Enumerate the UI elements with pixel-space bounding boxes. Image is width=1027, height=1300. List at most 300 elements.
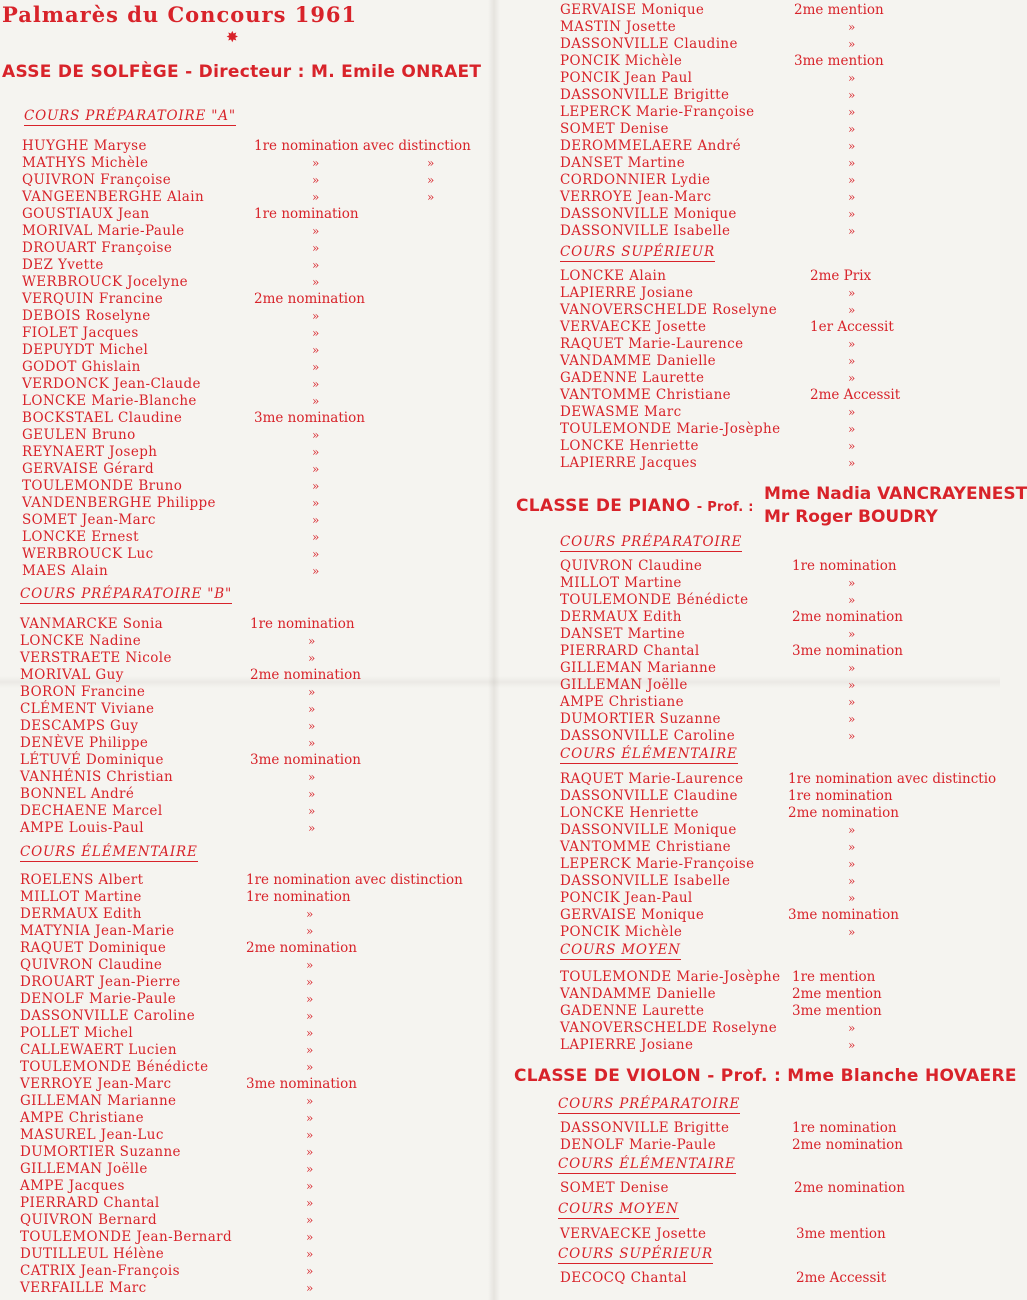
award-label: 2me nomination: [254, 291, 365, 307]
student-name: DESCAMPS Guy: [20, 718, 139, 734]
result-row: [22, 495, 482, 512]
award-label: »: [848, 286, 856, 300]
result-row: [20, 940, 480, 957]
student-name: RAQUET Marie-Laurence: [560, 336, 744, 352]
award-label: »: [312, 564, 320, 578]
student-name: DUTILLEUL Hélène: [20, 1246, 165, 1262]
award-label: »: [848, 122, 856, 136]
result-row: [560, 822, 1000, 839]
result-row: [22, 529, 482, 546]
result-row: [22, 308, 482, 325]
result-row: [560, 319, 1000, 336]
student-name: VANGEENBERGHE Alain: [22, 189, 205, 205]
award-label: »: [308, 821, 316, 835]
award-label: »: [306, 1111, 314, 1125]
award-label: »: [312, 326, 320, 340]
result-row: [560, 1180, 1000, 1197]
award-label: »: [848, 354, 856, 368]
result-row: [560, 728, 1000, 745]
result-row: [560, 421, 1000, 438]
section-title: COURS PRÉPARATOIRE "B": [20, 586, 233, 602]
student-name: VERROYE Jean-Marc: [20, 1076, 172, 1092]
student-name: DASSONVILLE Caroline: [20, 1008, 196, 1024]
violon-preparatoire-list: [560, 1120, 1000, 1154]
award-label: 2me nomination: [792, 609, 903, 625]
student-name: VANTOMME Christiane: [560, 839, 732, 855]
award-label: »: [306, 1162, 314, 1176]
result-row: [20, 1161, 480, 1178]
result-row: [560, 302, 1000, 319]
result-row: [20, 1076, 480, 1093]
award-label: 3me nomination: [250, 752, 361, 768]
student-name: DEBOIS Roselyne: [22, 308, 151, 324]
result-row: [560, 592, 1000, 609]
result-row: [22, 172, 482, 189]
result-row: [22, 512, 482, 529]
student-name: TOULEMONDE Bruno: [22, 478, 183, 494]
result-row: [20, 786, 480, 803]
award-label: 1er Accessit: [810, 319, 894, 335]
result-row: [22, 155, 482, 172]
student-name: CATRIX Jean-François: [20, 1263, 180, 1279]
result-row: [20, 1025, 480, 1042]
solfege-class-heading: [2, 62, 481, 82]
result-row: [20, 1127, 480, 1144]
award-label: »: [848, 190, 856, 204]
result-row: [560, 121, 1000, 138]
result-row: [22, 291, 482, 308]
award-label: »: [308, 685, 316, 699]
award-label: »: [312, 360, 320, 374]
award-label: »: [848, 207, 856, 221]
student-name: VERDONCK Jean-Claude: [22, 376, 201, 392]
result-row: [560, 873, 1000, 890]
result-row: [560, 285, 1000, 302]
result-row: [560, 138, 1000, 155]
result-row: [22, 546, 482, 563]
result-row: [20, 769, 480, 786]
student-name: HUYGHE Maryse: [22, 138, 147, 154]
award-label: »: [848, 712, 856, 726]
award-label: »: [306, 1026, 314, 1040]
award-label: »: [848, 678, 856, 692]
award-label: »: [848, 874, 856, 888]
student-name: DASSONVILLE Brigitte: [560, 1120, 730, 1136]
student-name: MORIVAL Marie-Paule: [22, 223, 185, 239]
result-row: [560, 1003, 1000, 1020]
student-name: LONCKE Marie-Blanche: [22, 393, 197, 409]
award-label: »: [312, 530, 320, 544]
award-label: 3me mention: [796, 1226, 886, 1242]
student-name: SOMET Jean-Marc: [22, 512, 156, 528]
award-label: 1re nomination avec distinctio: [788, 771, 997, 787]
result-row: [560, 1226, 1000, 1243]
result-row: [22, 206, 482, 223]
award-label: 3me nomination: [788, 907, 899, 923]
student-name: MAES Alain: [22, 563, 109, 579]
result-row: [560, 924, 1000, 941]
student-name: PONCIK Jean-Paul: [560, 890, 693, 906]
award-label: »: [848, 891, 856, 905]
student-name: GODOT Ghislain: [22, 359, 141, 375]
award-label: »: [848, 1021, 856, 1035]
award-label: 2me nomination: [246, 940, 357, 956]
student-name: LONCKE Henriette: [560, 438, 699, 454]
award-label: »: [312, 173, 320, 187]
student-name: DEZ Yvette: [22, 257, 104, 273]
student-name: DERMAUX Edith: [560, 609, 682, 625]
result-row: [560, 969, 1000, 986]
student-name: DUMORTIER Suzanne: [560, 711, 721, 727]
award-label: »: [306, 1196, 314, 1210]
result-row: [560, 87, 1000, 104]
result-row: [22, 257, 482, 274]
award-label: »: [848, 37, 856, 51]
student-name: LAPIERRE Jacques: [560, 455, 698, 471]
result-row: [20, 701, 480, 718]
award-label: »: [848, 857, 856, 871]
award-label: 1re nomination: [792, 558, 897, 574]
result-row: [560, 839, 1000, 856]
result-row: [20, 1263, 480, 1280]
result-row: [560, 856, 1000, 873]
result-row: [560, 1120, 1000, 1137]
student-name: VERVAECKE Josette: [560, 1226, 707, 1242]
section-title: COURS MOYEN: [560, 942, 681, 958]
student-name: DANSET Martine: [560, 155, 686, 171]
student-name: QUIVRON Claudine: [20, 957, 163, 973]
result-row: [20, 889, 480, 906]
student-name: WERBROUCK Luc: [22, 546, 154, 562]
star-ornament-icon: ✸: [226, 28, 239, 46]
award-label: »: [306, 1060, 314, 1074]
award-label: »: [306, 1145, 314, 1159]
student-name: GADENNE Laurette: [560, 370, 705, 386]
student-name: VANHÉNIS Christian: [20, 769, 174, 785]
result-row: [20, 1042, 480, 1059]
piano-elementaire-list: [560, 771, 1000, 941]
award-label: 2me mention: [794, 2, 884, 18]
award-label: »: [848, 71, 856, 85]
award-label: »: [306, 1230, 314, 1244]
award-label: »: [312, 479, 320, 493]
result-row: [20, 923, 480, 940]
result-row: [20, 633, 480, 650]
student-name: DENÈVE Philippe: [20, 735, 149, 751]
award-label: »: [312, 428, 320, 442]
result-row: [560, 370, 1000, 387]
solfege-moyen-continued-list: [560, 2, 1000, 240]
award-label: »: [308, 787, 316, 801]
student-name: BORON Francine: [20, 684, 146, 700]
student-name: DECHAENE Marcel: [20, 803, 163, 819]
student-name: DASSONVILLE Monique: [560, 822, 737, 838]
result-row: [560, 677, 1000, 694]
award-label: »: [306, 1009, 314, 1023]
student-name: AMPE Christiane: [20, 1110, 144, 1126]
award-label: »: [848, 729, 856, 743]
student-name: LONCKE Henriette: [560, 805, 699, 821]
student-name: VANOVERSCHELDE Roselyne: [560, 1020, 778, 1036]
result-row: [560, 711, 1000, 728]
award-label: »: [308, 634, 316, 648]
award-label: »: [848, 105, 856, 119]
award-label: 3me mention: [792, 1003, 882, 1019]
result-row: [22, 240, 482, 257]
award-label: 2me nomination: [794, 1180, 905, 1196]
award-label: »: [848, 422, 856, 436]
result-row: [22, 223, 482, 240]
student-name: DASSONVILLE Isabelle: [560, 223, 731, 239]
result-row: [560, 788, 1000, 805]
student-name: GILLEMAN Joëlle: [20, 1161, 148, 1177]
award-label: »: [306, 958, 314, 972]
student-name: GILLEMAN Marianne: [560, 660, 717, 676]
result-row: [22, 376, 482, 393]
award-label: »: [848, 661, 856, 675]
solfege-superieur-list: [560, 268, 1000, 472]
award-label: »: [848, 593, 856, 607]
award-label: 1re nomination avec distinction: [246, 872, 463, 888]
student-name: DASSONVILLE Claudine: [560, 36, 738, 52]
student-name: VANDENBERGHE Philippe: [22, 495, 216, 511]
student-name: DENOLF Marie-Paule: [20, 991, 177, 1007]
student-name: VERQUIN Francine: [22, 291, 164, 307]
piano-prof-2: Mr Roger BOUDRY: [764, 507, 938, 527]
result-row: [20, 667, 480, 684]
result-row: [22, 393, 482, 410]
result-row: [22, 427, 482, 444]
student-name: VERROYE Jean-Marc: [560, 189, 712, 205]
award-label: »: [312, 462, 320, 476]
result-row: [20, 650, 480, 667]
solfege-elementaire-list: [20, 872, 480, 1297]
award-label: »: [308, 736, 316, 750]
award-label: »: [848, 156, 856, 170]
result-row: [20, 1246, 480, 1263]
result-row: [20, 616, 480, 633]
student-name: POLLET Michel: [20, 1025, 134, 1041]
student-name: PONCIK Jean Paul: [560, 70, 693, 86]
award-label: »: [848, 303, 856, 317]
result-row: [22, 325, 482, 342]
award-label: 2me nomination: [792, 1137, 903, 1153]
student-name: DROUART Jean-Pierre: [20, 974, 181, 990]
award-label: »: [308, 719, 316, 733]
student-name: MASUREL Jean-Luc: [20, 1127, 164, 1143]
result-row: [560, 353, 1000, 370]
award-label: 1re nomination: [250, 616, 355, 632]
award-label: »: [308, 651, 316, 665]
student-name: QUIVRON Françoise: [22, 172, 172, 188]
result-row: [560, 609, 1000, 626]
award-label: 1re nomination: [792, 1120, 897, 1136]
result-row: [560, 2, 1000, 19]
student-name: AMPE Christiane: [560, 694, 684, 710]
student-name: DASSONVILLE Monique: [560, 206, 737, 222]
award-label: »: [848, 925, 856, 939]
section-title: COURS ÉLÉMENTAIRE: [558, 1156, 736, 1172]
result-row: [20, 684, 480, 701]
student-name: DASSONVILLE Brigitte: [560, 87, 730, 103]
result-row: [560, 907, 1000, 924]
student-name: MATHYS Michèle: [22, 155, 149, 171]
result-row: [20, 1212, 480, 1229]
violon-elementaire-list: [560, 1180, 1000, 1197]
award-label: »: [848, 627, 856, 641]
result-row: [20, 906, 480, 923]
student-name: DROUART Françoise: [22, 240, 173, 256]
student-name: GADENNE Laurette: [560, 1003, 705, 1019]
result-row: [22, 563, 482, 580]
award-label: »: [312, 156, 320, 170]
award-label: »: [848, 88, 856, 102]
award-label: »: [848, 840, 856, 854]
student-name: LONCKE Nadine: [20, 633, 142, 649]
student-name: VANMARCKE Sonia: [20, 616, 164, 632]
violon-heading: CLASSE DE VIOLON: [514, 1066, 702, 1086]
award-label: 1re nomination avec distinction: [254, 138, 471, 154]
award-label: »: [312, 275, 320, 289]
award-label: 2me nomination: [788, 805, 899, 821]
result-row: [22, 274, 482, 291]
award-label: »: [312, 547, 320, 561]
student-name: LONCKE Ernest: [22, 529, 139, 545]
award-label: »: [308, 702, 316, 716]
result-row: [560, 694, 1000, 711]
student-name: GERVAISE Gérard: [22, 461, 155, 477]
award-label: »: [848, 337, 856, 351]
student-name: LEPERCK Marie-Françoise: [560, 856, 755, 872]
award-label: 2me mention: [792, 986, 882, 1002]
violon-class-heading: [514, 1066, 1017, 1086]
violon-moyen-list: [560, 1226, 1000, 1243]
result-row: [560, 771, 1000, 788]
award-label: »: [306, 1179, 314, 1193]
award-label: »: [848, 576, 856, 590]
award-label: »: [848, 456, 856, 470]
result-row: [22, 359, 482, 376]
result-row: [560, 36, 1000, 53]
student-name: LEPERCK Marie-Françoise: [560, 104, 755, 120]
student-name: VANOVERSCHELDE Roselyne: [560, 302, 778, 318]
result-row: [560, 986, 1000, 1003]
piano-preparatoire-list: [560, 558, 1000, 745]
student-name: DENOLF Marie-Paule: [560, 1137, 717, 1153]
result-row: [560, 70, 1000, 87]
award-label: »: [312, 258, 320, 272]
student-name: QUIVRON Bernard: [20, 1212, 158, 1228]
student-name: DEPUYDT Michel: [22, 342, 149, 358]
student-name: DANSET Martine: [560, 626, 686, 642]
award-label: 2me Accessit: [796, 1270, 887, 1286]
result-row: [560, 53, 1000, 70]
result-row: [22, 444, 482, 461]
piano-class-heading: [516, 496, 754, 516]
student-name: PIERRARD Chantal: [560, 643, 700, 659]
result-row: [560, 404, 1000, 421]
violon-superieur-list: [560, 1270, 1000, 1287]
award-label: »: [306, 1094, 314, 1108]
student-name: BOCKSTAEL Claudine: [22, 410, 183, 426]
award-label: »: [308, 770, 316, 784]
student-name: MILLOT Martine: [20, 889, 142, 905]
student-name: PIERRARD Chantal: [20, 1195, 160, 1211]
student-name: CLÉMENT Viviane: [20, 701, 155, 717]
award-label: 3me nomination: [254, 410, 365, 426]
award-label: 1re nomination: [246, 889, 351, 905]
result-row: [560, 206, 1000, 223]
result-row: [20, 752, 480, 769]
student-name: REYNAERT Joseph: [22, 444, 158, 460]
award-label: 3me nomination: [246, 1076, 357, 1092]
student-name: VANDAMME Danielle: [560, 353, 717, 369]
piano-heading: CLASSE DE PIANO: [516, 496, 691, 516]
award-label: »: [848, 173, 856, 187]
result-row: [22, 461, 482, 478]
student-name: DASSONVILLE Claudine: [560, 788, 738, 804]
piano-moyen-list: [560, 969, 1000, 1054]
result-row: [560, 189, 1000, 206]
section-title: COURS SUPÉRIEUR: [560, 244, 715, 260]
result-row: [20, 1280, 480, 1297]
result-row: [560, 268, 1000, 285]
result-row: [560, 575, 1000, 592]
student-name: MASTIN Josette: [560, 19, 677, 35]
award-label: »: [312, 445, 320, 459]
award-label: 3me mention: [794, 53, 884, 69]
student-name: PONCIK Michèle: [560, 53, 683, 69]
award-label: »: [306, 1247, 314, 1261]
award-label: »: [312, 241, 320, 255]
student-name: CORDONNIER Lydie: [560, 172, 711, 188]
student-name: LONCKE Alain: [560, 268, 667, 284]
result-row: [20, 718, 480, 735]
award-label: »: [848, 695, 856, 709]
award-label: »: [312, 496, 320, 510]
student-name: WERBROUCK Jocelyne: [22, 274, 189, 290]
award-label: »: [848, 371, 856, 385]
award-label: »: [306, 907, 314, 921]
result-row: [22, 138, 482, 155]
student-name: MORIVAL Guy: [20, 667, 124, 683]
student-name: RAQUET Marie-Laurence: [560, 771, 744, 787]
award-label: »: [306, 975, 314, 989]
section-title: COURS SUPÉRIEUR: [558, 1246, 713, 1262]
student-name: RAQUET Dominique: [20, 940, 167, 956]
student-name: AMPE Louis-Paul: [20, 820, 144, 836]
student-name: MILLOT Martine: [560, 575, 682, 591]
student-name: GERVAISE Monique: [560, 907, 705, 923]
award-label: 2me nomination: [250, 667, 361, 683]
student-name: QUIVRON Claudine: [560, 558, 703, 574]
student-name: VANDAMME Danielle: [560, 986, 717, 1002]
result-row: [22, 478, 482, 495]
student-name: ROELENS Albert: [20, 872, 144, 888]
result-row: [20, 803, 480, 820]
section-title: COURS ÉLÉMENTAIRE: [20, 844, 198, 860]
award-label: »: [848, 405, 856, 419]
award-label: 1re nomination: [254, 206, 359, 222]
award-label: 2me Prix: [810, 268, 872, 284]
ditto-mark: »: [427, 156, 435, 170]
award-label: »: [848, 20, 856, 34]
result-row: [20, 1008, 480, 1025]
result-row: [20, 735, 480, 752]
award-label: »: [306, 1213, 314, 1227]
award-label: »: [848, 139, 856, 153]
award-label: »: [308, 804, 316, 818]
